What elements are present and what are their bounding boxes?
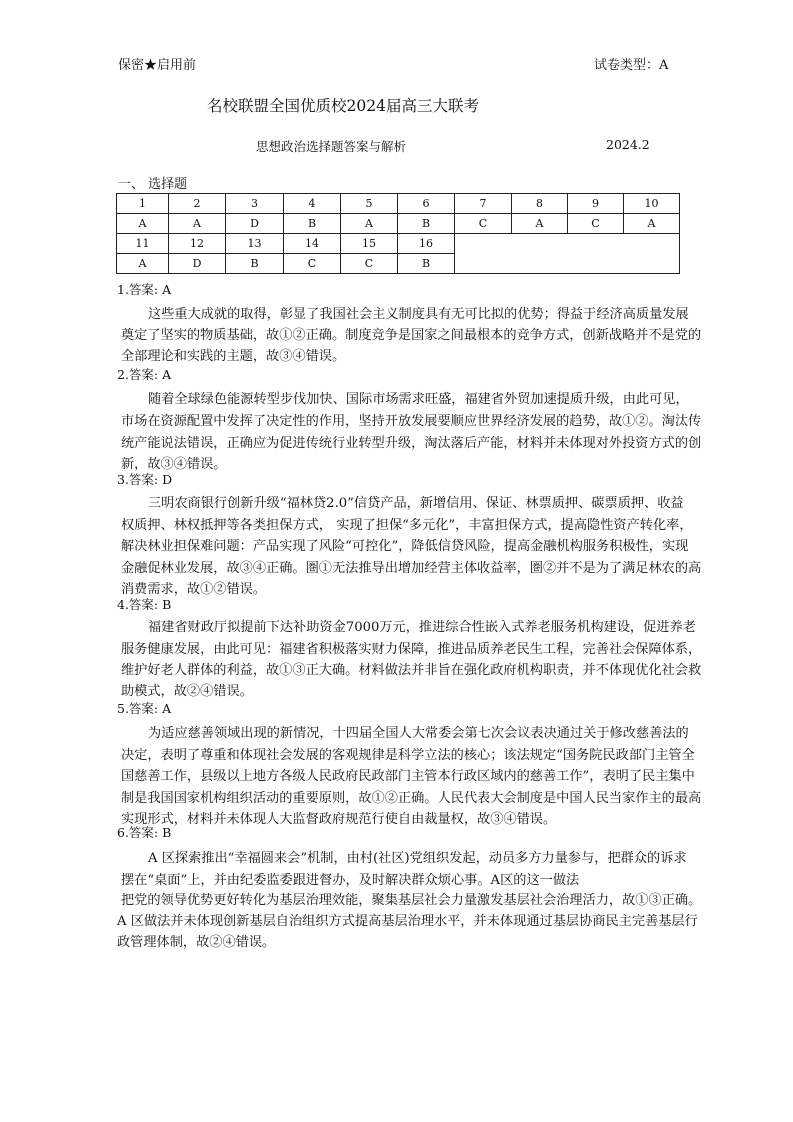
answer-cell: D (169, 254, 226, 274)
question-number-cell: 16 (398, 234, 455, 254)
paper-type-label: 试卷类型：A (594, 58, 669, 73)
question-number-cell: 7 (455, 194, 512, 214)
question-number-cell: 1 (117, 194, 169, 214)
answer-cell: A (624, 214, 680, 234)
explanation-line: 统产能说法错误，正确应为促进传统行业转型升级，淘汰落后产能，材料并未体现对外投资方式的创 (121, 436, 702, 451)
date-label: 2024.2 (606, 137, 650, 152)
answer-label: 6.答案: B (117, 825, 172, 840)
question-number-cell: 10 (624, 194, 680, 214)
question-number-cell: 8 (512, 194, 568, 214)
explanation-line: 福建省财政厅拟提前下达补助资金7000万元，推进综合性嵌入式养老服务机构建设，促进养老 (148, 620, 696, 635)
page-subtitle: 思想政治选择题答案与解析 (256, 139, 407, 154)
answer-table (116, 193, 680, 274)
question-number-cell: 4 (284, 194, 341, 214)
question-number-cell: 5 (341, 194, 398, 214)
section-heading: 一、 选择题 (118, 177, 188, 192)
answer-label: 4.答案: B (117, 597, 172, 612)
answer-cell: B (284, 214, 341, 234)
explanation-line: 决定，表明了尊重和体现社会发展的客观规律是科学立法的核心；该法规定“国务院民政部门主管全 (121, 748, 695, 763)
answer-cell: A (117, 254, 169, 274)
answer-label: 5.答案: A (117, 701, 172, 716)
answer-cell: B (398, 254, 455, 274)
answer-label: 2.答案: A (117, 367, 172, 382)
question-number-cell: 9 (568, 194, 624, 214)
page-title: 名校联盟全国优质校2024届高三大联考 (207, 97, 479, 115)
confidential-label: 保密★启用前 (118, 58, 197, 73)
explanation-line: A 区探索推出“幸福圆来会”机制，由村(社区)党组织发起，动员多方力量参与，把群众的诉求 (148, 851, 687, 866)
explanation-line: 这些重大成就的取得，彰显了我国社会主义制度具有无可比拟的优势；得益于经济高质量发展 (148, 307, 689, 322)
answer-cell: D (226, 214, 284, 234)
explanation-line: 国慈善工作，县级以上地方各级人民政府民政部门主管本行政区域内的慈善工作”，表明了民主集中 (121, 769, 695, 784)
answer-label: 1.答案: A (117, 282, 172, 297)
explanation-line: 为适应慈善领域出现的新情况，十四届全国人大常委会第七次会议表决通过关于修改慈善法的 (148, 726, 689, 741)
answer-cell: A (117, 214, 169, 234)
explanation-line: 全部理论和实践的主题，故③④错误。 (121, 349, 346, 364)
explanation-line: 摆在“桌面”上，并由纪委监委跟进督办，及时解决群众烦心事。A区的这一做法 (121, 873, 580, 888)
explanation-line: 随着全球绿色能源转型步伐加快、国际市场需求旺盛，福建省外贸加速提质升级，由此可见， (148, 392, 689, 407)
explanation-line: 制是我国国家机构组织活动的重要原则，故①②正确。人民代表大会制度是中国人民当家作主的最高 (121, 791, 702, 806)
explanation-line: 政管理体制，故②④错误。 (117, 935, 276, 950)
answer-cell: C (284, 254, 341, 274)
explanation-line: 金融促林业发展，故③④正确。圏①无法推导出增加经营主体收益率，圏②并不是为了满足林农的高 (121, 561, 702, 576)
question-number-cell: 15 (341, 234, 398, 254)
answer-cell: C (568, 214, 624, 234)
explanation-line: 奠定了坚实的物质基础，故①②正确。制度竞争是国家之间最根本的竞争方式，创新战略并不是党的 (121, 328, 702, 343)
answer-cell: B (398, 214, 455, 234)
answer-cell: C (341, 254, 398, 274)
explanation-line: 解决林业担保难问题：产品实现了风险“可控化”，降低信贷风险，提高金融机构服务积极性，实现 (121, 539, 689, 554)
answer-cell: A (169, 214, 226, 234)
explanation-line: 新，故③④错误。 (121, 457, 227, 472)
explanation-line: A 区做法并未体现创新基层自治组织方式提高基层治理水平，并未体现通过基层协商民主完善基层行 (117, 914, 698, 929)
explanation-line: 权质押、林权抵押等各类担保方式， 实现了担保“多元化”，丰富担保方式，提高隐性资产转化率， (121, 518, 693, 533)
explanation-line: 实现形式，材料并未体现人大监督政府规范行使自由裁量权，故③④错误。 (121, 812, 557, 827)
answer-cell: B (226, 254, 284, 274)
table-row (117, 234, 680, 254)
empty-cell (455, 234, 680, 274)
question-number-cell: 6 (398, 194, 455, 214)
answer-cell: A (341, 214, 398, 234)
explanation-line: 消费需求，故①②错误。 (121, 582, 267, 597)
explanation-line: 服务健康发展，由此可见：福建省积极落实财力保障，推进品质养老民生工程，完善社会保障体系， (121, 642, 702, 657)
question-number-cell: 13 (226, 234, 284, 254)
table-row (117, 214, 680, 234)
explanation-line: 把党的领导优势更好转化为基层治理效能，聚集基层社会力量激发基层社会治理活力，故①③正确。 (121, 893, 702, 908)
explanation-line: 三明农商银行创新升级“福林贷2.0”信贷产品，新增信用、保证、林票质押、碳票质押、收益 (148, 496, 684, 511)
question-number-cell: 2 (169, 194, 226, 214)
answer-cell: A (512, 214, 568, 234)
explanation-line: 市场在资源配置中发挥了决定性的作用，坚持开放发展要顺应世界经济发展的趋势，故①②。淘汰传 (121, 414, 702, 429)
answer-label: 3.答案: D (117, 472, 173, 487)
question-number-cell: 11 (117, 234, 169, 254)
explanation-line: 维护好老人群体的利益，故①③正大确。材料做法并非旨在强化政府机构职责，并不体现优化社会救 (121, 663, 702, 678)
question-number-cell: 12 (169, 234, 226, 254)
answer-cell: C (455, 214, 512, 234)
table-row (117, 194, 680, 214)
question-number-cell: 3 (226, 194, 284, 214)
explanation-line: 助模式，故②④错误。 (121, 684, 253, 699)
question-number-cell: 14 (284, 234, 341, 254)
